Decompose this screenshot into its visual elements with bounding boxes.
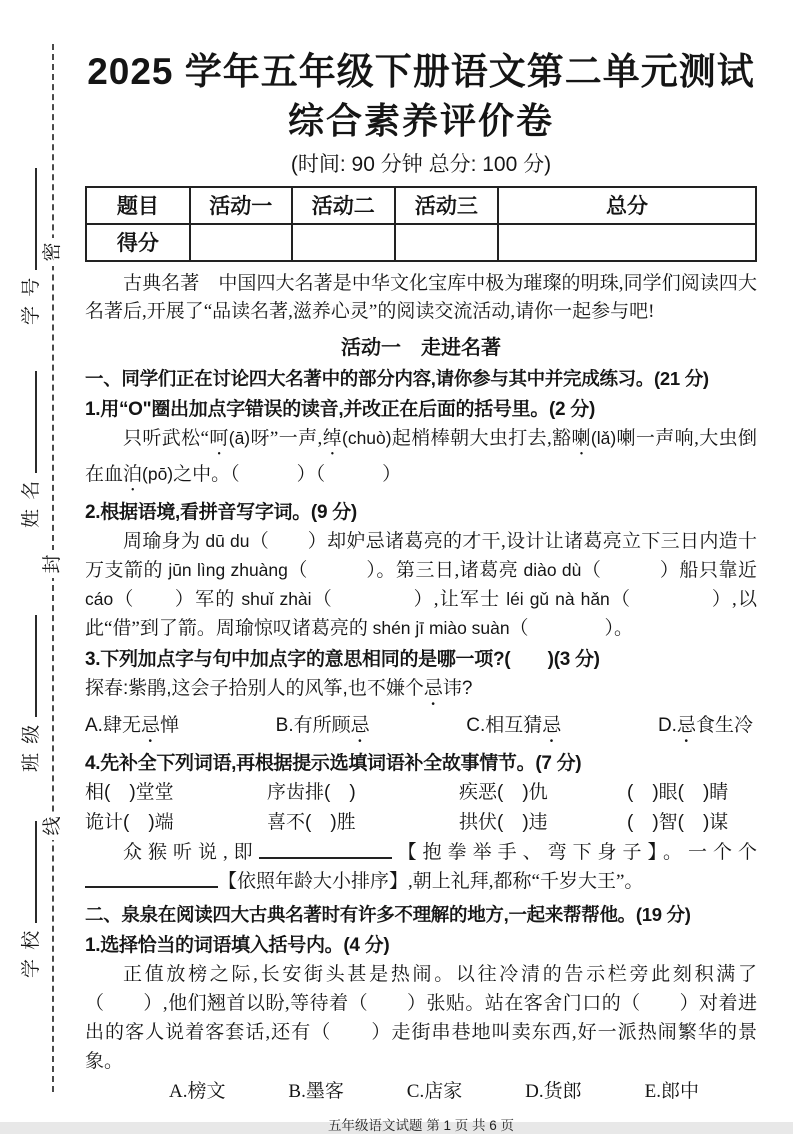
score-header-huodong1: 活动一 [190,187,292,224]
score-table-score-row [86,224,756,261]
q4-word: 喜不( )胜 [267,811,356,833]
score-header-huodong3: 活动三 [395,187,498,224]
q4-word: 相( )堂堂 [85,781,174,803]
score-header-huodong2: 活动二 [292,187,395,224]
student-id-blank [22,168,37,270]
student-name-field [15,371,43,528]
class-label: 班 级 [20,722,42,772]
seal-char-mi: 密 [39,238,67,266]
q1-passage: 只听武松“呵(ā)呀”一声,绰(chuò)起梢棒朝大虫打去,豁喇(lǎ)喇一声响,大虫倒在血泊(pō)之中。（ ）（ ） [85,427,757,485]
q4-word: ( )智( )谋 [627,811,729,833]
intro-paragraph: 古典名著 中国四大名著是中华文化宝库中极为璀璨的明珠,同学们阅读四大名著后,开展了“品读名著,滋养心灵”的阅读交流活动,请你一起参与吧! [85,272,757,322]
score-table [85,186,757,262]
page-subtitle: 综合素养评价卷 [287,100,554,142]
q4-word: ( )眼( )睛 [627,781,729,803]
student-name-blank [22,371,37,473]
school-field [15,821,43,978]
q4-label: 4.先补全下列词语,再根据提示选填词语补全故事情节。(7 分) [85,752,582,774]
student-name-label: 姓 名 [20,478,42,528]
q3-option-c: C.相互猜忌 [466,714,562,736]
score-cell-empty [395,224,498,261]
class-field [15,615,43,772]
q4-word: 诡计( )端 [85,811,174,833]
s2q1-options [85,1077,757,1106]
s2q1-option-e: E.郎中 [644,1080,699,1102]
section2-heading: 二、泉泉在阅读四大古典名著时有许多不理解的地方,一起来帮帮他。(19 分) [85,903,691,925]
section1-heading: 一、同学们正在讨论四大名著中的部分内容,请你参与其中并完成练习。(21 分) [85,367,709,389]
class-blank [22,615,37,717]
seal-char-feng: 封 [39,550,67,578]
s2q1-passage: 正值放榜之际,长安街头甚是热闹。以往冷清的告示栏旁此刻积满了（ ）,他们翘首以盼,等待着（ ）张贴。站在客舍门口的（ ）对着进出的客人说着客套话,还有（ ）走街串巷地叫卖东西,好一派热闹繁华的景象。 [85,963,757,1072]
student-id-label: 学 号 [20,275,42,325]
q3-options [85,711,757,747]
q4-word: 拱伏( )违 [459,811,548,833]
q2-passage: 周瑜身为 dū du（ ）却妒忌诸葛亮的才干,设计让诸葛亮立下三日内造十万支箭的 jūn lìng zhuàng（ ）。第三日,诸葛亮 diào dù（ ）船只靠近 cáo（ ）军的 shuǐ zhài（ ）,让军士 léi gǔ nà hǎn（ ）,以此“借”到了箭。周瑜惊叹诸葛亮的 shén jī miào suàn（ ）。 [85,530,757,639]
seal-char-xian: 线 [39,812,67,840]
q3-option-d: D.忌食生冷 [657,714,753,736]
q3-option-b: B.有所顾忌 [275,714,370,736]
school-blank [22,821,37,923]
activity1-heading: 活动一 走进名著 [341,336,501,359]
s2q1-option-a: A.榜文 [169,1080,226,1102]
score-cell-empty [292,224,395,261]
score-row-label: 得分 [86,224,190,261]
q4-word: 疾恶( )仇 [459,781,548,803]
page-title: 2025 学年五年级下册语文第二单元测试 [87,51,755,92]
s2q1-option-d: D.货郎 [525,1080,582,1102]
q4-word: 序齿排( ) [267,781,356,803]
score-header-timu: 题目 [86,187,190,224]
score-cell-empty [190,224,292,261]
s2q1-label: 1.选择恰当的词语填入括号内。(4 分) [85,934,390,956]
q3-option-a: A.肆无忌惮 [85,714,179,736]
page-footer: 五年级语文试题 第 1 页 共 6 页 [327,1117,515,1133]
score-header-zongfen: 总分 [498,187,756,224]
q3-label: 3.下列加点字与句中加点字的意思相同的是哪一项?( )(3 分) [85,648,600,670]
score-table-header-row [86,187,756,224]
q3-quote: 探春:紫鹃,这会子拾别人的风筝,也不嫌个忌讳? [85,677,473,699]
q4-sentence: 众猴听说,即 【抱拳举手、弯下身子】。一个个 【依照年龄大小排序】,朝上礼拜,都称“千岁大王”。 [85,838,757,896]
q4-word-grid [85,778,757,838]
q1-label: 1.用“O"圈出加点字错误的读音,并改正在后面的括号里。(2 分) [85,398,596,420]
s2q1-option-b: B.墨客 [288,1080,344,1102]
time-score-info: (时间: 90 分钟 总分: 100 分) [290,152,552,176]
score-cell-empty [498,224,756,261]
s2q1-option-c: C.店家 [406,1080,463,1102]
school-label: 学 校 [20,928,42,978]
paper-content [85,0,757,1134]
q2-label: 2.根据语境,看拼音写字词。(9 分) [85,501,357,523]
